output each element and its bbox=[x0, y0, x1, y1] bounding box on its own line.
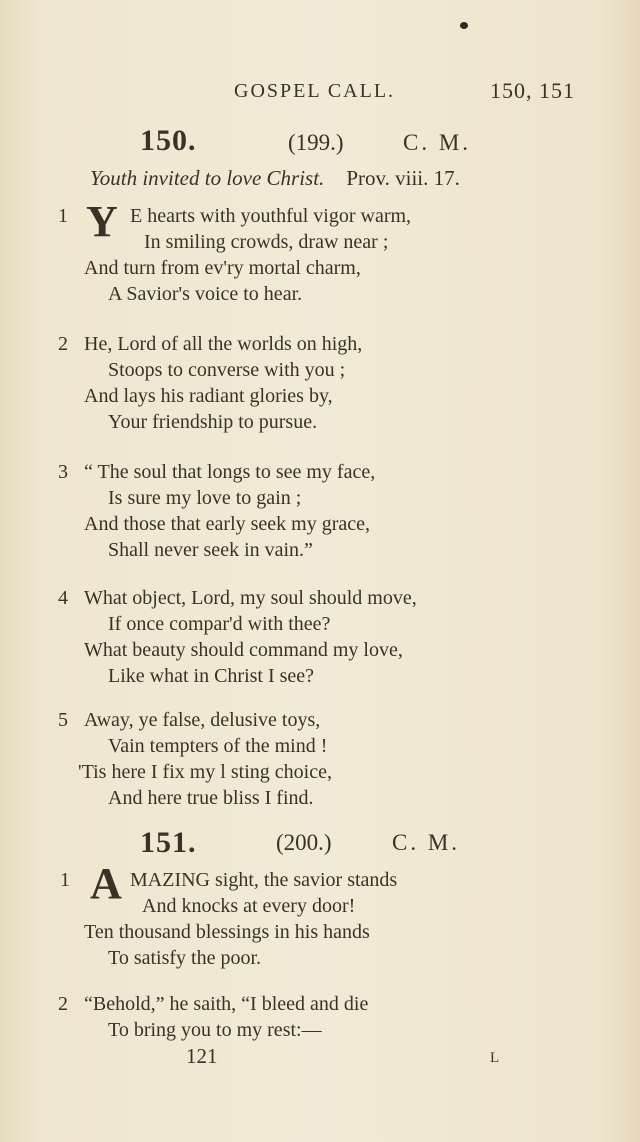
hymn-reference: (200.) bbox=[276, 830, 332, 855]
verse-line: And here true bliss I find. bbox=[108, 787, 314, 809]
verse-number: 1 bbox=[58, 205, 68, 227]
verse-line: 'Tis here I fix my l sting choice, bbox=[78, 761, 332, 783]
verse-line: Your friendship to pursue. bbox=[108, 411, 318, 433]
verse-line: If once compar'd with thee? bbox=[108, 613, 331, 635]
ink-speck bbox=[460, 22, 468, 29]
verse-line: MAZING sight, the savior stands bbox=[130, 869, 398, 891]
page-folio-number: 121 bbox=[186, 1044, 218, 1068]
drop-cap: Y bbox=[86, 197, 118, 246]
subtitle-text: Youth invited to love Christ. bbox=[90, 166, 325, 190]
verse-line: What beauty should command my love, bbox=[84, 639, 403, 661]
verse-line: A Savior's voice to hear. bbox=[108, 283, 303, 305]
drop-cap: A bbox=[90, 859, 122, 908]
running-head bbox=[0, 80, 640, 110]
hymn-reference: (199.) bbox=[288, 130, 344, 155]
verse-line: And those that early seek my grace, bbox=[84, 513, 371, 535]
verse-number: 3 bbox=[58, 461, 68, 483]
signature-mark: L bbox=[490, 1050, 500, 1066]
running-head-page-numbers: 150, 151 bbox=[490, 78, 575, 103]
verse-line: Shall never seek in vain.” bbox=[108, 539, 313, 561]
hymn-number: 150. bbox=[140, 124, 197, 157]
hymn-meter: C. M. bbox=[403, 130, 472, 155]
verse-line: “ The soul that longs to see my face, bbox=[84, 461, 376, 483]
scripture-reference: Prov. viii. 17. bbox=[346, 166, 460, 190]
verse-line: What object, Lord, my soul should move, bbox=[84, 587, 417, 609]
hymn-150-subtitle bbox=[90, 166, 460, 191]
verse-line: Vain tempters of the mind ! bbox=[108, 735, 328, 757]
verse-number: 2 bbox=[58, 333, 68, 355]
running-head-title: GOSPEL CALL. bbox=[234, 80, 396, 102]
verse-line: And turn from ev'ry mortal charm, bbox=[84, 257, 361, 279]
verse-line: Away, ye false, delusive toys, bbox=[84, 709, 321, 731]
verse-line: To satisfy the poor. bbox=[108, 947, 262, 969]
verse-line: To bring you to my rest:— bbox=[108, 1019, 322, 1041]
verse-line: He, Lord of all the worlds on high, bbox=[84, 333, 363, 355]
verse-number: 4 bbox=[58, 587, 68, 609]
verse-line: Ten thousand blessings in his hands bbox=[84, 921, 370, 943]
verse-line: And knocks at every door! bbox=[142, 895, 356, 917]
hymn-150-heading bbox=[0, 124, 640, 160]
verse-number: 5 bbox=[58, 709, 68, 731]
verse-number: 2 bbox=[58, 993, 68, 1015]
verse-line: “Behold,” he saith, “I bleed and die bbox=[84, 993, 369, 1015]
verse-line: And lays his radiant glories by, bbox=[84, 385, 333, 407]
verse-line: In smiling crowds, draw near ; bbox=[144, 231, 389, 253]
verse-number: 1 bbox=[60, 869, 70, 891]
verse-line: Like what in Christ I see? bbox=[108, 665, 315, 687]
verse-line: Is sure my love to gain ; bbox=[108, 487, 302, 509]
verse-line: Stoops to converse with you ; bbox=[108, 359, 346, 381]
verse-line: E hearts with youthful vigor warm, bbox=[130, 205, 412, 227]
hymn-meter: C. M. bbox=[392, 830, 461, 855]
hymn-151-heading bbox=[0, 826, 640, 862]
hymn-number: 151. bbox=[140, 826, 197, 859]
